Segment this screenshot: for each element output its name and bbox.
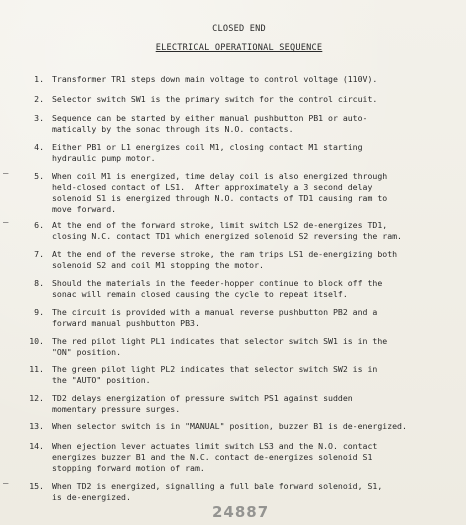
item-number: 4. (34, 142, 44, 152)
item-text: Either PB1 or L1 energizes coil M1, closing contact M1 starting hydraulic pump motor. (52, 142, 363, 163)
item-text: Selector switch SW1 is the primary switch for the control circuit. (52, 94, 378, 104)
item-number: 11. (29, 364, 44, 374)
item-number: 8. (34, 278, 44, 288)
item-number: 15. (29, 481, 44, 491)
item-text: When ejection lever actuates limit switch LS3 and the N.O. contact energizes buzzer B1 and the N.C. contact de-energizes solenoid S1 stopping forward motion of ram. (52, 441, 378, 473)
page-subtitle: ELECTRICAL OPERATIONAL SEQUENCE (155, 43, 323, 53)
item-text: Sequence can be started by either manual pushbutton PB1 or auto- matically by the sonac through its N.O. contacts. (52, 113, 368, 134)
item-text: At the end of the reverse stroke, the ram trips LS1 de-energizing both solenoid S2 and coil M1 stopping the motor. (52, 249, 398, 270)
margin-mark: — (3, 218, 9, 228)
item-text: When selector switch is in "MANUAL" position, buzzer B1 is de-energized. (52, 421, 407, 431)
item-text: Should the materials in the feeder-hopper continue to block off the sonac will remain closed causing the cycle to repeat itself. (52, 278, 383, 299)
margin-mark: — (3, 169, 9, 179)
item-number: 2. (34, 94, 44, 104)
item-text: The red pilot light PL1 indicates that selector switch SW1 is in the "ON" position. (52, 336, 388, 357)
item-number: 9. (34, 307, 44, 317)
item-text: When coil M1 is energized, time delay coil is also energized through held-closed contact of LS1. After approximately a 3 second delay solenoid S1 is energized through N.O. contacts of TD1 causing ram to move forward. (52, 171, 388, 214)
item-text: The circuit is provided with a manual reverse pushbutton PB2 and a forward manual pushbutton PB3. (52, 307, 378, 328)
item-number: 1. (34, 74, 44, 84)
item-text: At the end of the forward stroke, limit switch LS2 de-energizes TD1, closing N.C. contact TD1 which energized solenoid S2 reversing the ram. (52, 220, 402, 241)
document-number-stamp: 24887 (212, 503, 270, 521)
item-number: 3. (34, 113, 44, 123)
item-text: Transformer TR1 steps down main voltage to control voltage (110V). (52, 74, 378, 84)
item-text: The green pilot light PL2 indicates that selector switch SW2 is in the "AUTO" position. (52, 364, 378, 385)
item-number: 7. (34, 249, 44, 259)
item-number: 12. (29, 393, 44, 403)
item-number: 5. (34, 171, 44, 181)
margin-mark: — (3, 479, 9, 489)
item-number: 6. (34, 220, 44, 230)
page-title: CLOSED END (212, 24, 266, 34)
item-text: When TD2 is energized, signalling a full bale forward solenoid, S1, is de-energized. (52, 481, 383, 502)
item-text: TD2 delays energization of pressure switch PS1 against sudden momentary pressure surges. (52, 393, 353, 414)
item-number: 13. (29, 421, 44, 431)
item-number: 10. (29, 336, 44, 346)
item-number: 14. (29, 441, 44, 451)
